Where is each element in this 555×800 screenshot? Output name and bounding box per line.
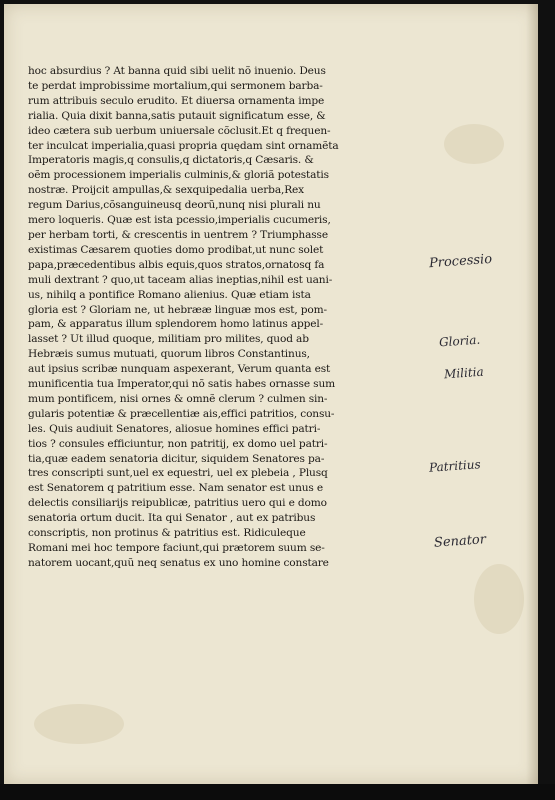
text-line: regum Darius,cõsanguineusq deorũ,nunq nisi plurali nu <box>28 199 321 212</box>
text-line: natorem uocant,quũ neq senatus ex uno homine constare <box>28 556 329 569</box>
text-line: aut ipsius scribæ nunquam aspexerant, Verum quanta est <box>28 363 331 376</box>
text-line: Hebræis sumus mutuati, quorum libros Constantinus, <box>28 348 310 361</box>
text-line: ter inculcat imperialia,quasi propria quędam sint ornamẽta <box>28 139 339 152</box>
viewer-bottom-strip <box>0 784 555 800</box>
text-line: senatoria ortum ducit. Ita qui Senator , aut ex patribus <box>28 512 316 525</box>
text-line: delectis consiliarijs reipublicæ, patritius uero qui e domo <box>28 497 327 510</box>
text-line: muli dextrant ? quo,ut taceam alias ineptias,nihil est uani- <box>28 273 333 286</box>
text-line: us, nihilq a pontifice Romano alienius. Quæ etiam ista <box>28 288 311 301</box>
text-line: tios ? consules efficiuntur, non patritij, ex domo uel patri- <box>28 437 328 450</box>
page-edge-shadow <box>526 4 538 784</box>
text-line: gloria est ? Gloriam ne, ut hebrææ linguæ mos est, pom- <box>28 303 327 316</box>
text-line: tia,quæ eadem senatoria dicitur, siquidem Senatores pa- <box>28 452 325 465</box>
text-line: te perdat improbissime mortalium,qui sermonem barba- <box>28 79 323 92</box>
text-line: est Senatorem q patritium esse. Nam senator est unus e <box>28 482 324 495</box>
text-line: Romani mei hoc tempore faciunt,qui prætorem suum se- <box>28 542 325 554</box>
text-line: tres conscripti sunt,uel ex equestri, uel ex plebeia , Plusq <box>28 467 328 480</box>
margin-note-processio: Processio <box>428 251 493 272</box>
book-page <box>4 4 538 784</box>
text-line: hoc absurdius ? At banna quid sibi uelit nõ inuenio. Deus <box>28 65 326 77</box>
text-line: pam, & apparatus illum splendorem homo latinus appel- <box>28 318 324 331</box>
margin-note-senator: Senator <box>433 532 487 551</box>
text-line: Imperatoris magis,q consulis,q dictatoris,q Cæsaris. & <box>28 154 314 167</box>
text-line: gularis potentiæ & præcellentiæ ais,effici patritios, consu- <box>28 407 335 420</box>
paper-stain <box>474 564 524 634</box>
text-line: les. Quis audiuit Senatores, aliosue homines effici patri- <box>28 422 321 435</box>
text-line: mero loqueris. Quæ est ista pcessio,imperialis cucumeris, <box>28 214 331 227</box>
text-line: ideo cætera sub uerbum uniuersale cõclusit.Et q frequen- <box>28 124 331 137</box>
text-line: existimas Cæsarem quoties domo prodibat,ut nunc solet <box>28 243 324 256</box>
text-line: nostræ. Proijcit ampullas,& sexquipedalia uerba,Rex <box>28 184 304 197</box>
text-line: munificentia tua Imperator,qui nõ satis habes ornasse sum <box>28 378 336 391</box>
paper-stain <box>444 124 504 164</box>
margin-note-gloria: Gloria. <box>438 332 481 350</box>
margin-note-patritius: Patritius <box>428 457 482 475</box>
text-line: oẽm processionem imperialis culminis,& gloriã potestatis <box>28 169 329 182</box>
text-line: conscriptis, non protinus & patritius est. Ridiculeque <box>28 527 306 540</box>
body-text <box>28 64 408 571</box>
text-line: rum attribuis seculo erudito. Et diuersa ornamenta impe <box>28 94 325 107</box>
text-line: lasset ? Ut illud quoque, militiam pro milites, quod ab <box>28 333 309 346</box>
text-line: per herbam torti, & crescentis in uentrem ? Triumphasse <box>28 228 328 241</box>
text-line: mum pontificem, nisi ornes & omnẽ clerum ? culmen sin- <box>28 392 328 405</box>
text-line: papa,præcedentibus albis equis,quos stratos,ornatosq fa <box>28 258 325 271</box>
paper-stain <box>34 704 124 744</box>
margin-note-militia: Militia <box>443 364 485 382</box>
text-line: rialia. Quia dixit banna,satis putauit significatum esse, & <box>28 109 326 122</box>
